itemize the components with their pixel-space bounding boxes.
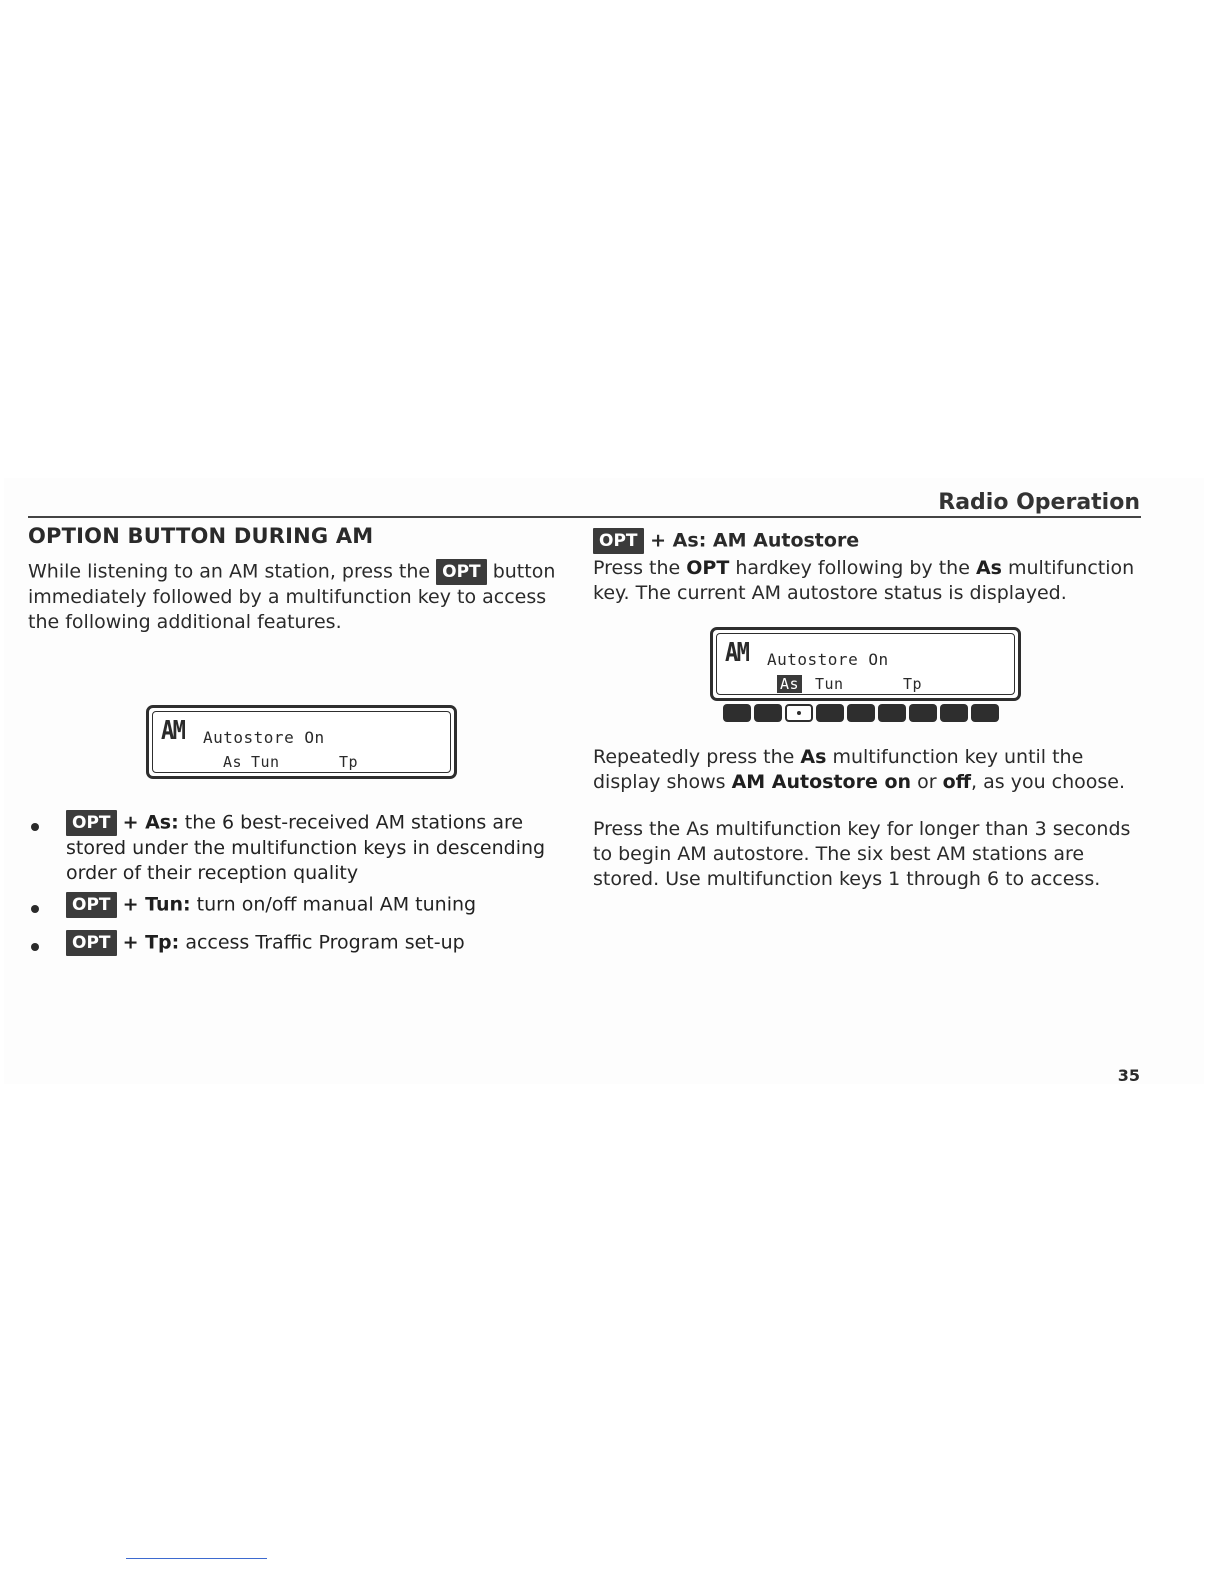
opt-button-badge: OPT <box>66 810 117 836</box>
header-rule <box>28 516 1141 518</box>
intro-text-after: button immediately followed by a multifunction key to access the following additional features. <box>28 560 556 633</box>
list-item-key: + As: <box>122 811 179 834</box>
multifunction-keys <box>723 704 999 722</box>
list-item-text: the 6 best-received AM stations are stored under the multifunction keys in descending order of their reception quality <box>66 811 546 884</box>
autostore-paragraph <box>593 556 1143 606</box>
list-item <box>28 810 573 886</box>
display-band-label: AM <box>725 638 749 668</box>
text-run-bold: AM Autostore on <box>731 771 912 793</box>
text-run: Repeatedly press the <box>593 746 795 768</box>
multifunction-key <box>723 704 751 722</box>
display-key-tun: Tun <box>815 675 844 693</box>
display-status-line: Autostore On <box>767 650 889 669</box>
display-key-tun: Tun <box>251 753 280 771</box>
subsection-heading-text: + As: AM Autostore <box>650 529 860 552</box>
footer-rule <box>126 1558 267 1559</box>
right-column <box>593 528 1143 606</box>
multifunction-key <box>940 704 968 722</box>
text-run-bold: As <box>800 746 827 768</box>
opt-button-badge: OPT <box>66 892 117 918</box>
opt-button-badge: OPT <box>66 930 117 956</box>
radio-display-right <box>710 627 1021 701</box>
list-item-key: + Tun: <box>122 893 191 916</box>
opt-button-badge: OPT <box>593 528 644 554</box>
text-run: hardkey following by the <box>735 557 970 579</box>
subsection-heading <box>593 528 1143 554</box>
section-header-title: Radio Operation <box>938 490 1140 515</box>
list-item-text: turn on/off manual AM tuning <box>196 893 477 916</box>
repeat-paragraph <box>593 745 1143 795</box>
page-number: 35 <box>1117 1066 1140 1085</box>
radio-display-left <box>146 705 457 779</box>
text-run: multifunction key until the display shows <box>593 746 1084 793</box>
text-run: Press the <box>593 557 681 579</box>
multifunction-key <box>909 704 937 722</box>
multifunction-key <box>816 704 844 722</box>
text-run: , as you choose. <box>971 771 1126 793</box>
multifunction-key <box>847 704 875 722</box>
feature-list <box>28 810 573 956</box>
text-run-bold: As <box>975 557 1002 579</box>
section-heading: OPTION BUTTON DURING AM <box>28 524 374 548</box>
display-key-as: As <box>223 753 243 771</box>
display-status-line: Autostore On <box>203 728 325 747</box>
display-key-tp: Tp <box>903 675 923 693</box>
opt-button-badge: OPT <box>436 559 487 585</box>
list-item-key: + Tp: <box>122 931 180 954</box>
list-item <box>28 892 573 918</box>
text-run-bold: off <box>942 771 972 793</box>
intro-text-before: While listening to an AM station, press the <box>28 560 431 583</box>
display-key-tp: Tp <box>339 753 359 771</box>
display-band-label: AM <box>161 716 185 746</box>
left-column <box>28 520 573 635</box>
multifunction-key-pressed <box>785 704 813 722</box>
multifunction-key <box>754 704 782 722</box>
multifunction-key <box>878 704 906 722</box>
long-press-paragraph: Press the As multifunction key for longer than 3 seconds to begin AM autostore. The six best AM stations are stored. Use multifunction keys 1 through 6 to access. <box>593 818 1131 890</box>
intro-paragraph <box>28 559 573 635</box>
text-run: or <box>917 771 937 793</box>
text-run-bold: OPT <box>686 557 730 579</box>
right-lower-text <box>593 745 1143 892</box>
list-item <box>28 930 573 956</box>
multifunction-key <box>971 704 999 722</box>
display-key-as-selected: As <box>777 675 802 693</box>
list-item-text: access Traffic Program set-up <box>185 931 465 954</box>
text-run: multifunction key. The current AM autostore status is displayed. <box>593 557 1135 604</box>
